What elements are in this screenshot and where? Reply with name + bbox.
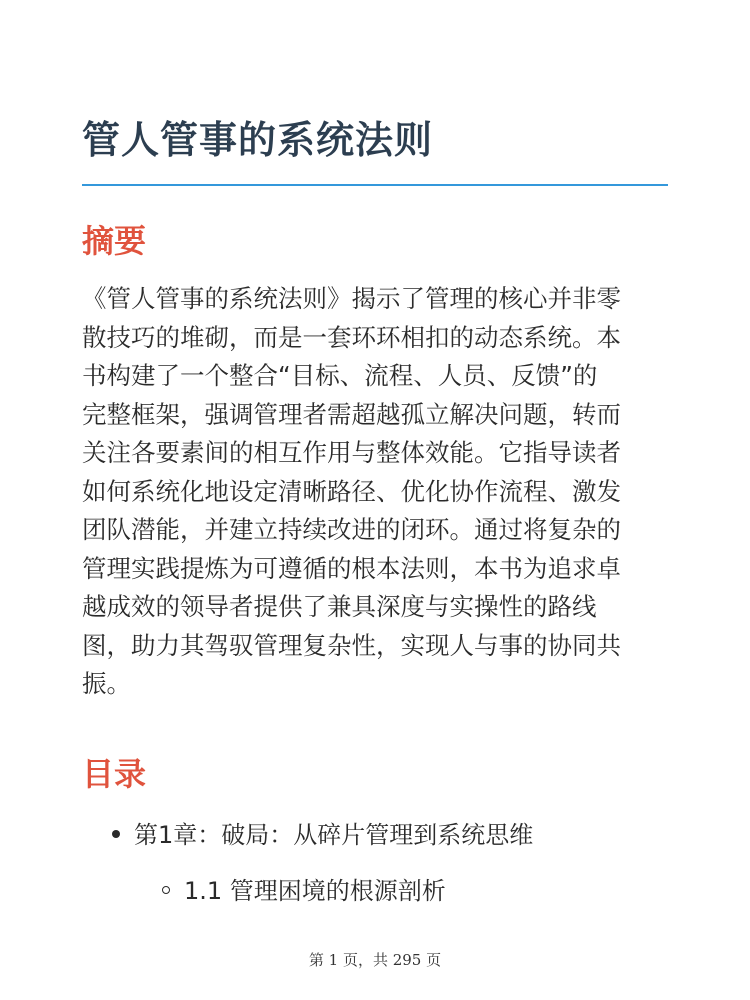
document-title: 管人管事的系统法则 bbox=[82, 118, 434, 162]
abstract-line: 振。 bbox=[82, 669, 131, 698]
toc-item-chapter-1[interactable] bbox=[112, 818, 533, 852]
abstract-line: 书构建了一个整合“目标、流程、人员、反馈”的 bbox=[82, 361, 598, 390]
bullet-circle-icon bbox=[162, 886, 170, 894]
abstract-line: 越成效的领导者提供了兼具深度与实操性的路线 bbox=[82, 592, 597, 621]
page-number-footer: 第 1 页，共 295 页 bbox=[308, 951, 442, 969]
toc-item-label: 第1章：破局：从碎片管理到系统思维 bbox=[134, 821, 534, 849]
abstract-line: 团队潜能，并建立持续改进的闭环。通过将复杂的 bbox=[82, 515, 621, 544]
bullet-disc-icon bbox=[112, 830, 120, 838]
title-divider bbox=[82, 184, 668, 186]
abstract-line: 管理实践提炼为可遵循的根本法则，本书为追求卓 bbox=[82, 553, 621, 583]
abstract-line: 《管人管事的系统法则》揭示了管理的核心并非零 bbox=[82, 284, 621, 313]
toc-heading: 目录 bbox=[82, 755, 147, 793]
abstract-line: 完整框架，强调管理者需超越孤立解决问题，转而 bbox=[82, 399, 621, 429]
abstract-heading: 摘要 bbox=[82, 222, 147, 260]
abstract-line: 散技巧的堆砌，而是一套环环相扣的动态系统。本 bbox=[82, 322, 621, 352]
abstract-line: 关注各要素间的相互作用与整体效能。它指导读者 bbox=[82, 438, 621, 467]
abstract-body bbox=[82, 280, 670, 704]
abstract-line: 图，助力其驾驭管理复杂性，实现人与事的协同共 bbox=[82, 630, 621, 660]
abstract-line: 如何系统化地设定清晰路径、优化协作流程、激发 bbox=[82, 476, 621, 506]
toc-item-section-1-1[interactable] bbox=[162, 874, 446, 908]
toc-item-label: 1.1 管理困境的根源剖析 bbox=[184, 877, 446, 905]
